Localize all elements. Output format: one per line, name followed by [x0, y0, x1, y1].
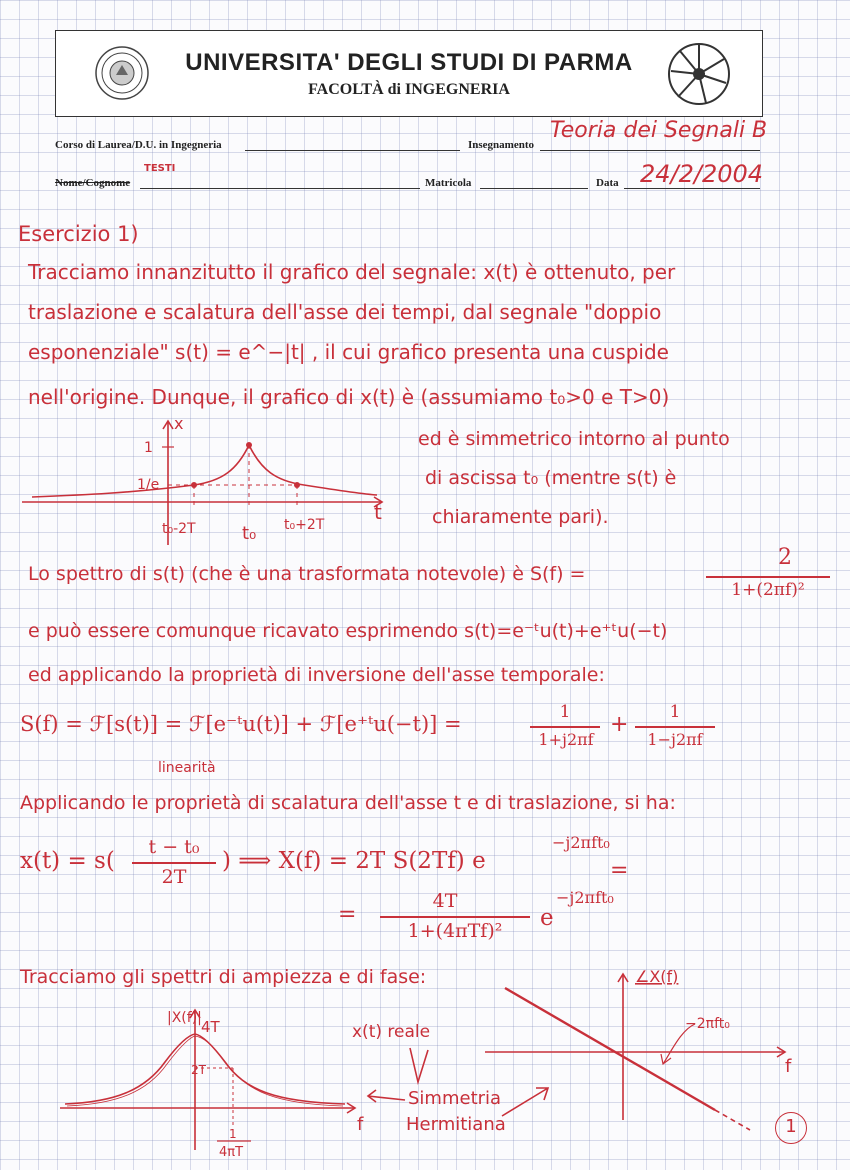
eq2-equals: = — [610, 858, 629, 883]
header-box — [55, 30, 763, 117]
signal-graph — [22, 415, 417, 555]
graph3-x-label: f — [785, 1056, 792, 1077]
corso-label: Corso di Laurea/D.U. in Ingegneria — [55, 139, 222, 151]
signal-curve — [32, 445, 377, 497]
graph2-half-label: 2T — [191, 1063, 206, 1077]
university-title: UNIVERSITA' DEGLI STUDI DI PARMA — [185, 49, 633, 76]
eq2-right: ) ⟹ X(f) = 2T S(2Tf) e — [222, 848, 486, 874]
phase-graph — [485, 960, 805, 1140]
graph1-tick-1e: 1/e — [137, 477, 160, 493]
eq2-bar — [132, 862, 216, 864]
paragraph-spectra: Tracciamo gli spettri di ampiezza e di fase: — [20, 966, 427, 988]
side-line-1: ed è simmetrico intorno al punto — [418, 428, 730, 450]
eq1-frac1-bar — [530, 726, 600, 728]
paragraph-line-2: traslazione e scalatura dell'asse dei tempi, dal segnale "doppio — [28, 300, 662, 324]
graph1-y-label: x — [174, 415, 184, 433]
amplitude-graph — [55, 1000, 385, 1160]
insegnamento-line — [540, 150, 760, 151]
data-value: 24/2/2004 — [640, 160, 764, 188]
graph3-y-label: ∠X(f) — [635, 967, 679, 986]
eq3-bar — [380, 916, 530, 918]
eq2-exponent: −j2πft₀ — [552, 833, 610, 852]
graph2-tick-den: 4πT — [219, 1145, 244, 1160]
eq2-num: t − t₀ — [148, 836, 200, 858]
arrow-down-icon — [398, 1046, 438, 1086]
graph2-peak-label: 4T — [201, 1018, 220, 1036]
nome-label: Nome/Cognome — [55, 177, 131, 189]
eq1-frac1-num: 1 — [559, 702, 571, 722]
eq1-frac2-bar — [635, 726, 715, 728]
insegnamento-label: Insegnamento — [468, 139, 535, 151]
linearity-note: linearità — [158, 760, 216, 776]
note-real: x(t) reale — [352, 1022, 431, 1042]
graph2-x-label: f — [357, 1114, 364, 1135]
paragraph-inversion: ed applicando la proprietà di inversione dell'asse temporale: — [28, 664, 605, 686]
eq1-frac2-num: 1 — [669, 702, 681, 722]
page-number: 1 — [785, 1116, 797, 1137]
data-label: Data — [596, 177, 619, 189]
graph1-tick-mid: t₀ — [242, 523, 257, 544]
graph1-tick-1: 1 — [144, 440, 153, 456]
phase-line — [505, 988, 715, 1110]
paragraph-line-3: esponenziale" s(t) = e^−|t| , il cui grafico presenta una cuspide — [28, 340, 669, 364]
graph2-y-label: |X(f)| — [167, 1010, 202, 1026]
matricola-line — [480, 188, 588, 189]
paragraph-scaling: Applicando le proprietà di scalatura dell'asse t e di traslazione, si ha: — [20, 792, 676, 814]
eq3-num: 4T — [432, 890, 458, 912]
corso-line — [245, 150, 460, 151]
graph1-tick-right: t₀+2T — [284, 517, 325, 533]
faculty-logo-icon — [666, 41, 732, 107]
graph2-tick-num: 1 — [229, 1127, 237, 1141]
side-line-2: di ascissa t₀ (mentre s(t) è — [425, 467, 677, 489]
graph1-tick-left: t₀-2T — [162, 521, 196, 537]
eq3-exponent: −j2πft₀ — [556, 888, 614, 907]
data-line — [624, 188, 760, 189]
faculty-title: FACOLTÀ di INGEGNERIA — [308, 81, 510, 98]
nome-value: TESTI — [144, 163, 176, 174]
eq2-left: x(t) = s( — [20, 848, 115, 874]
eq3-equals: = — [338, 902, 357, 927]
eq1-plus: + — [610, 712, 629, 737]
eq3-den: 1+(4πTf)² — [407, 920, 503, 942]
spectrum-fraction-den: 1+(2πf)² — [731, 580, 805, 600]
graph3-slope-label: −2πft₀ — [685, 1016, 730, 1032]
eq2-den: 2T — [161, 866, 187, 888]
note-hermitian: Hermitiana — [406, 1114, 506, 1135]
eq1-frac1-den: 1+j2πf — [538, 730, 594, 749]
paragraph-decomposition: e può essere comunque ricavato esprimendo s(t)=e⁻ᵗu(t)+e⁺ᵗu(−t) — [28, 620, 668, 642]
exercise-title: Esercizio 1) — [18, 222, 139, 246]
nome-line — [140, 188, 420, 189]
insegnamento-value: Teoria dei Segnali B — [550, 118, 768, 143]
note-symmetry: Simmetria — [408, 1088, 502, 1109]
paragraph-line-4: nell'origine. Dunque, il grafico di x(t) è (assumiamo t₀>0 e T>0) — [28, 385, 670, 409]
eq3-exp-base: e — [540, 905, 554, 931]
paragraph-spectrum: Lo spettro di s(t) (che è una trasformata notevole) è S(f) = — [28, 563, 586, 585]
equation-transform: S(f) = ℱ[s(t)] = ℱ[e⁻ᵗu(t)] + ℱ[e⁺ᵗu(−t)] = — [20, 712, 462, 736]
eq1-frac2-den: 1−j2πf — [647, 730, 703, 749]
arrow-left-icon — [360, 1082, 410, 1112]
graph1-x-label: t — [374, 500, 382, 524]
side-line-3: chiaramente pari). — [432, 506, 609, 528]
spectrum-fraction-num: 2 — [778, 545, 792, 570]
paragraph-line-1: Tracciamo innanzitutto il grafico del segnale: x(t) è ottenuto, per — [28, 260, 676, 284]
matricola-label: Matricola — [425, 177, 472, 189]
spectrum-fraction-bar — [706, 576, 830, 578]
